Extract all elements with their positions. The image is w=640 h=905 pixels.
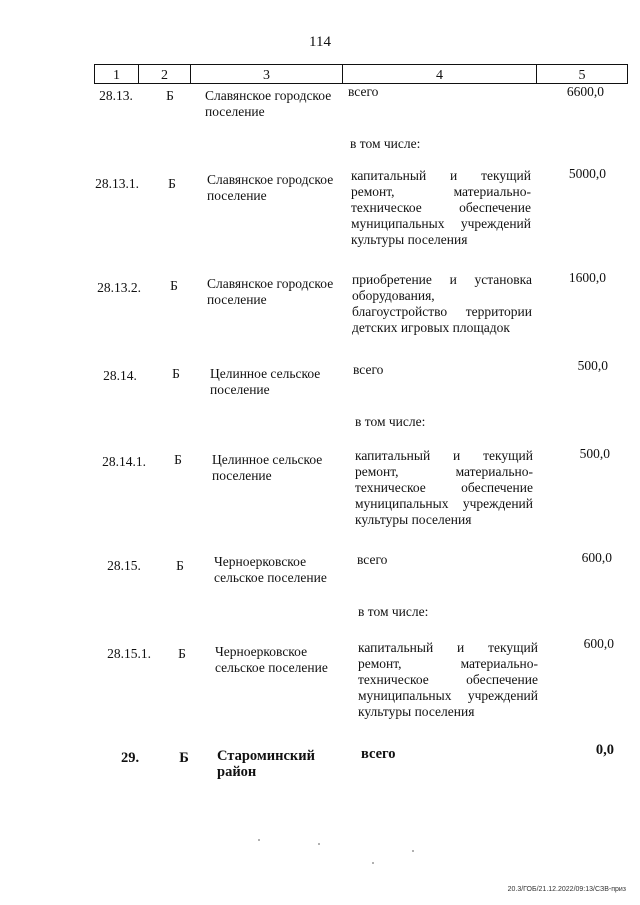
row-type: Б bbox=[178, 646, 186, 661]
row-amount: 5000,0 bbox=[568, 166, 606, 181]
column-header-3: 3 bbox=[191, 65, 343, 83]
row-description: всего bbox=[353, 362, 384, 377]
row-name: Черноерковское сельское поселение bbox=[214, 554, 327, 585]
row-number: 28.15. bbox=[107, 558, 141, 573]
row-name: Славянское городское поселение bbox=[205, 88, 332, 119]
column-header-2: 2 bbox=[139, 65, 191, 83]
row-name: Целинное сельское поселение bbox=[212, 452, 323, 483]
row-number: 29. bbox=[120, 750, 140, 766]
row-name: Славянское городское поселение bbox=[207, 276, 334, 307]
row-description: всего bbox=[357, 552, 388, 567]
row-type: Б bbox=[170, 278, 178, 293]
scan-speck bbox=[258, 839, 260, 841]
row-name: Староминский район bbox=[217, 748, 315, 780]
row-number: 28.13.2. bbox=[97, 280, 141, 295]
table-header bbox=[94, 64, 628, 84]
row-amount: 600,0 bbox=[581, 550, 612, 565]
column-header-1: 1 bbox=[95, 65, 139, 83]
footer-stamp: 20.3/ГОБ/21.12.2022/09:13/СЗВ-приз bbox=[507, 886, 626, 893]
row-type: Б bbox=[174, 452, 182, 467]
row-description: капитальный и текущий ремонт, материально-техническое обеспечение муниципальных учреждений культуры поселения bbox=[358, 640, 538, 719]
page-number: 114 bbox=[309, 34, 331, 50]
row-number: 28.15.1. bbox=[107, 646, 151, 661]
row-name: Славянское городское поселение bbox=[207, 172, 334, 203]
scan-speck bbox=[318, 843, 320, 845]
scan-speck bbox=[372, 862, 374, 864]
row-amount: 600,0 bbox=[583, 636, 614, 651]
row-type: Б bbox=[179, 750, 189, 766]
row-name: Целинное сельское поселение bbox=[210, 366, 321, 397]
row-description: приобретение и установка оборудования, благоустройство территории детских игровых площадок bbox=[352, 272, 532, 335]
row-description: всего bbox=[361, 746, 396, 762]
row-type: Б bbox=[172, 366, 180, 381]
row-description: капитальный и текущий ремонт, материально-техническое обеспечение муниципальных учреждений культуры поселения bbox=[355, 448, 533, 527]
row-description: всего bbox=[348, 84, 379, 99]
row-number: 28.13. bbox=[99, 88, 133, 103]
row-type: Б bbox=[168, 176, 176, 191]
row-description: капитальный и текущий ремонт, материально-техническое обеспечение муниципальных учреждений культуры поселения bbox=[351, 168, 531, 247]
row-description: в том числе: bbox=[358, 604, 429, 619]
row-type: Б bbox=[166, 88, 174, 103]
row-number: 28.14. bbox=[103, 368, 137, 383]
row-amount: 0,0 bbox=[595, 742, 614, 758]
row-number: 28.14.1. bbox=[102, 454, 146, 469]
row-description: в том числе: bbox=[355, 414, 426, 429]
column-header-4: 4 bbox=[343, 65, 537, 83]
row-amount: 500,0 bbox=[577, 358, 608, 373]
row-description: в том числе: bbox=[350, 136, 421, 151]
row-amount: 500,0 bbox=[579, 446, 610, 461]
row-type: Б bbox=[176, 558, 184, 573]
row-number: 28.13.1. bbox=[95, 176, 139, 191]
row-amount: 6600,0 bbox=[566, 84, 604, 99]
column-header-5: 5 bbox=[578, 68, 586, 83]
row-amount: 1600,0 bbox=[568, 270, 606, 285]
row-name: Черноерковское сельское поселение bbox=[215, 644, 328, 675]
scan-speck bbox=[412, 850, 414, 852]
